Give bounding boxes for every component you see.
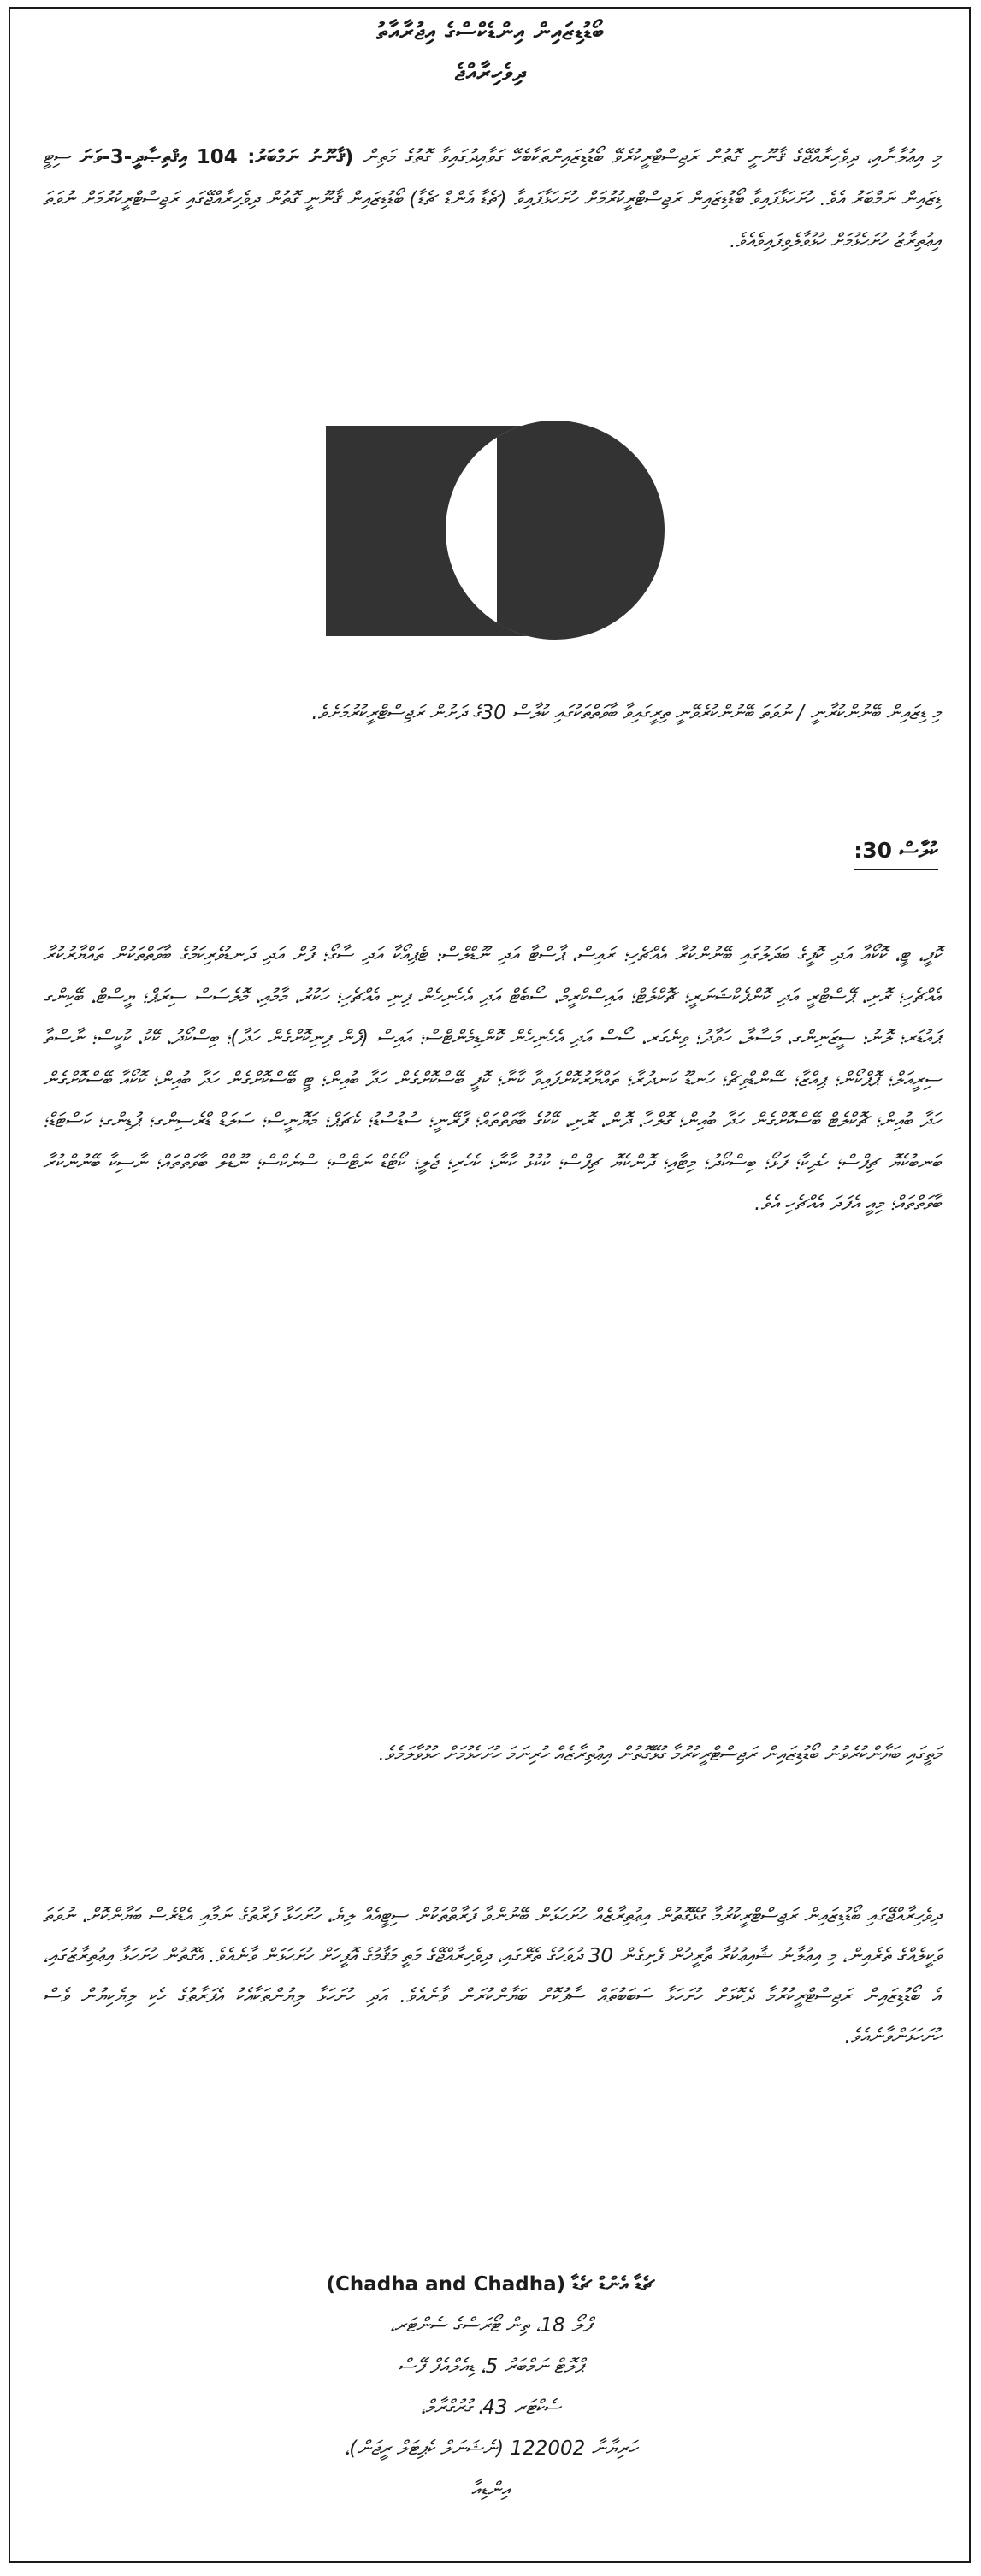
class-goods-list: ކޮފީ، ޓީ، ކޮކޯއާ އަދި ކޮފީގެ ބަދަލުގައި ބޭނުންކުރާ އެއްޗެހި؛ ރައިސް، ޕާސްޓާ އަދި ނޫޑްލްސް؛ ޓެޕިއޯކާ އަދި ސާގޯ؛ ފުށް އަދި ދަނޑުވެރިކަމުގެ ބާވަތްތަކުން ތައްޔާރުކުރާ އެއްޗެހި؛ ރޮށި، ޕޭސްޓްރީ އަދި ކޮންފެކްޝަނަރީ؛ ޗޮކްލެޓް؛ އައިސްކްރީމް، ސޯބެޓް އަދި އެހެނިހެން ފިނި އެއްޗެހި؛ ހަކުރު، މާމުއި، މޮލެސަސް ސިރަޕް؛ ޔީސްޓް، ބޭކިންގ ޕައުޑަރ؛ ލޮނު؛ ސީޒަނިންގ، މަސާލާ، ހަވާދު؛ ވިނެގަރ، ސޯސް އަދި އެހެނިހެން ކޮންޑިމެންޓްސް؛ އައިސް (ފެން ފިނިކޮށްގެން ހަދާ)؛ ބިސްކޯދު، ކޭކު، ކުކީސް؛ ނާސްތާ ސިރީއަލް؛ ޕޮޕްކޯން؛ ޕިއްޒާ؛ ސޭންޑްވިޗް؛ ހަނޑޫ ކަނދުރާ؛ ތައްޔާރުކޮށްފައިވާ ކާނާ؛ ކޮފީ ބޭސްކޮށްގެން ހަދާ ބުއިން؛ ޓީ ބޭސްކޮށްގެން ހަދާ ބުއިން؛ ކޮކޯއާ ބޭސްކޮށްގެން ހަދާ ބުއިން؛ ޗޮކްލެޓް ބޭސްކޮށްގެން ހަދާ ބުއިން؛ ގޮލްހާ، ދޮން، ރޮށި، ކޭކުގެ ބާވަތްތައް؛ ފާރޭނީ؛ ސުޑުސުޑު؛ ކެޗަޕް؛ މަޔޮނީސް؛ ސަލަޑް ޑްރެސިންގ؛ ޕުޑިންގ؛ ކަސްޓަޑް؛ ބަނބުކެޔޮ ޗިޕްސް؛ ހެދިކާ؛ ފަޅޯ؛ ބިސްކޯދު؛ މިޓާއި؛ ދޮންކެޔޮ ޗިޕްސް؛ ކުކުޅު ކާނާ؛ ކެހެރި؛ ޖެލީ؛ ކޯޓެޑް ނަޓްސް؛ ސްނެކްސް؛ ނޫޑްލް ބާވަތްތައް؛ ނާސިކާ ބޭނުންކުރާ ބާވަތްތައް؛ މިއީ އެފަދަ އެއްޗެހި އެވެ.	[43, 944, 941, 1215]
address-line-5: ހަރިޔާނާ 122002 (ނެޝަނަލް ކެޕިޓަލް ރީޖަން)،	[344, 2437, 637, 2460]
intro-paragraph	[43, 137, 941, 262]
document-border	[9, 7, 971, 2563]
intro-text-before: މި އިޢުލާނާއި، ދިވެހިރާއްޖޭގެ ޤާނޫނީ ގޮތުން ރަޖިސްޓްރީކުރެވޭ ބޯޑުޑިޒައިންތަކާބެހޭ ގަވާއިދުގައިވާ ގޮތުގެ މަތިން	[353, 146, 942, 168]
address-line-6: އިންޑިއާ	[470, 2479, 511, 2501]
classes-paragraph: މި ޑިޒައިން ބޭނުންކުރާނީ / ނުވަތަ ބޭނުންކުރެވޭނީ ތިރީގައިވާ ބާވަތްތަކުގައި ކުލާސް 30ގެ ދަށުން ރަޖިސްޓްރީކުރުމަށެވެ.	[311, 702, 941, 724]
intro-text-after: ސިޓީ ޑިޒައިން ނަމްބަރު އެވެ. ހުށަހަޅާފައިވާ ބޯޑުޑިޒައިން ރަޖިސްޓްރީކުރުމަށް ހުށަހަޅާފައިވާ (ޗެޑާ އެންޑް ޗެޑާ) ބޯޑުޑިޒައިން ޤާނޫނީ ގޮތުން ދިވެހިރާއްޖޭގައި ރަޖިސްޓްރީކުރުމަށް ނުވަތަ އިޢުތިރާޒު ހުށަހެޅުމަށް ހުޅުވާލެވިފައިވެއެވެ.	[43, 146, 941, 252]
document-title: ބޯޑުޑިޒައިން އިންޑެކްސްގެ އިޖުރާއާތު	[376, 19, 605, 45]
agent-address	[0, 2264, 981, 2510]
instructions-paragraph: ދިވެހިރާއްޖޭގައި ބޯޑުޑިޒައިން ރަޖިސްޓްރީކުރުމާ ގުޅޭގޮތުން އިޢުތިރާޒެއް ހުށަހަޅަން ބޭނުންވާ ފަރާތްތަކުން ސިޓީއެއް ލިޔެ، ހުށަހަޅާ ފަރާތުގެ ނަމާއި އެޑްރެސް ބަޔާންކޮށް، ނުވަތަ ވަކީލެއްގެ ތެރެއިން، މި އިޢުލާނު ޝާއިޢުކުރާ ތާރީޚުން ފެށިގެން 30 ދުވަހުގެ ތެރޭގައި، ދިވެހިރާއްޖޭގެ މަތީ މަޤާމުގެ އޮފީހަށް ހުށަހަޅަން ވާނެއެވެ. އެގޮތުން ހުށަހަޅާ އިޢުތިރާޒުގައި، އެ ބޯޑުޑިޒައިން ރަޖިސްޓްރީކުރުމާ ދެކޮޅަށް ހުށަހަޅާ ސަބަބުތައް ސާފުކޮށް ބަޔާންކުރަން ވާނެއެވެ. އަދި ހުށަހަޅާ ލިޔުންތަކާއެކު އެފަރާތުގެ ހެކި ލިޔެކިޔުން ވެސް ހުށަހަޅަންވާނެއެވެ.	[43, 1905, 941, 2048]
address-line-3: ޕްލޮޓް ނަމްބަރު 5، ޑިއެލްއެފް ފޭސް	[398, 2355, 583, 2378]
address-line-2: ފްލޯ 18، ތިން ޓޯރަސްގެ ސެންޓަރ،	[389, 2314, 592, 2337]
document-subtitle: ދިވެހިރާއްޖެ	[454, 60, 527, 86]
address-line-1: ޗެޑާ އެންޑް ޗެޑާ (Chadha and Chadha)	[326, 2273, 655, 2296]
address-line-4: ސެކްޓަރ 43، ގުރުގްރާމް،	[420, 2396, 561, 2419]
law-reference: (ޤާނޫނު ނަމްބަރު: 104 އިޤްތިޞާދީ-3-ވަނަ	[79, 146, 354, 168]
class-heading: ކުލާސް 30:	[854, 838, 938, 870]
chadha-logo	[326, 421, 665, 640]
objection-paragraph: މަތީގައި ބަޔާންކުރެވުނު ބޯޑުޑިޒައިން ރަޖިސްޓްރީކުރުމާ ގުޅޭގޮތުން އިޢުތިރާޒެއް ހުރިނަމަ ހުށަހެޅުމަށް ހުޅުވާލަމެވެ.	[378, 1743, 941, 1765]
